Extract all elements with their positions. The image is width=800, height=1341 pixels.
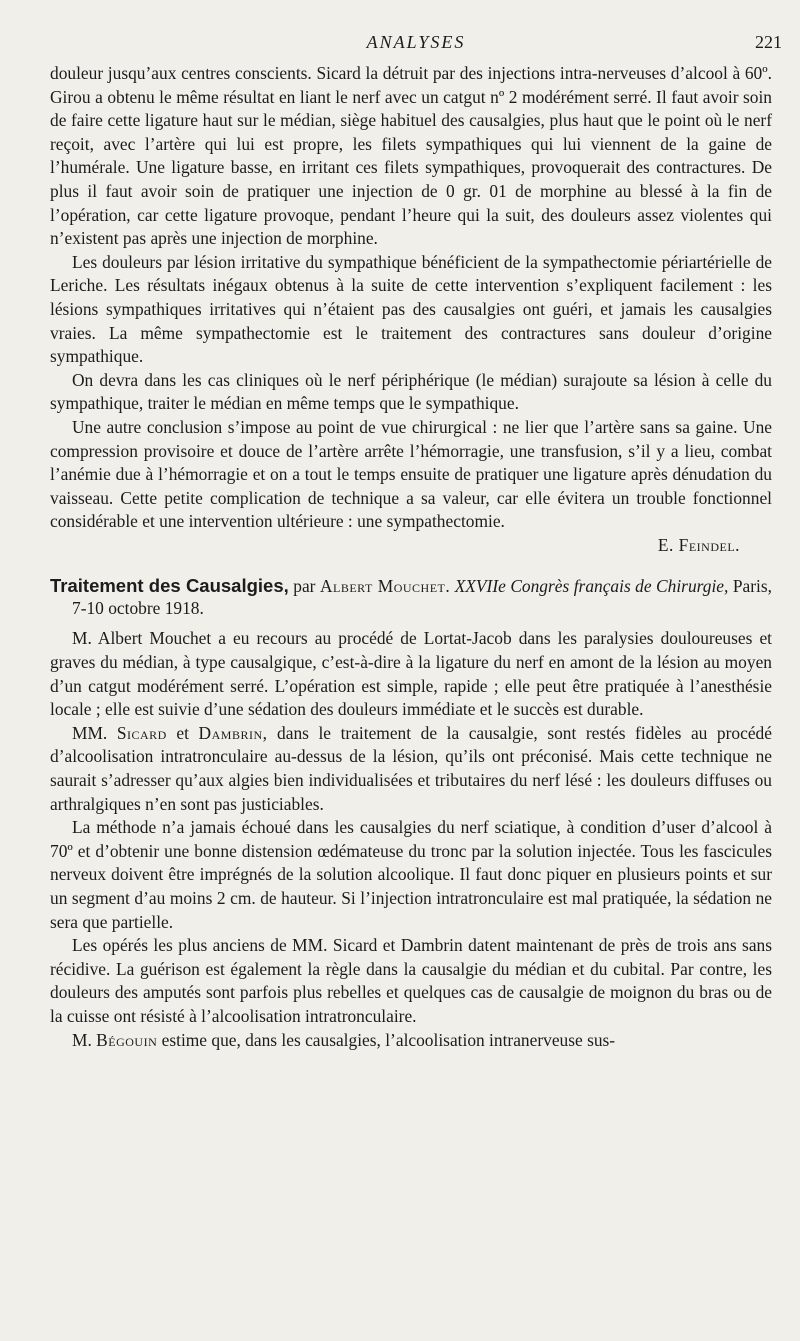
article-congress: XXVIIe Congrès français de Chirurgie, [454,576,729,597]
paragraph-sicard-dambrin [50,722,772,816]
paragraph-method: La méthode n’a jamais échoué dans les causalgies du nerf sciatique, à condition d’user d’alcool à 70º et d’obtenir une bonne distension œdémateuse du tronc par la solution injectée. Tous les fascicules nerveux doivent être imprégnés de la solution alcoolique. Il faut donc piquer en plusieurs points et sur un segment d’au moins 2 cm. de hauteur. Si l’injection intratronculaire est mal pratiquée, la sédation ne sera que partielle. [50,817,772,932]
article-place-date: Paris, 7-10 octobre 1918. [72,576,772,619]
paragraph-surgical-conclusion: Une autre conclusion s’impose au point de vue chirurgical : ne lier que l’artère sans sa gaine. Une compression provisoire et douce de l’artère arrête l’hémorragie, une transfusion, s’il y a lieu, combat l’anémie due à l’hémorragie et on a tout le temps ensuite de pratiquer une ligature après dénudation du vaisseau. Cette petite complication de technique a sa valeur, car elle évitera un trouble fonctionnel considérable et une intervention ultérieure : une sympathectomie. [50,416,772,532]
paragraph-results: Les opérés les plus anciens de MM. Sicard et Dambrin datent maintenant de près de trois ans sans récidive. La guérison est également la règle dans la causalgie du médian et du cubital. Par contre, les douleurs des amputés sont parfois plus rebelles et quelques cas de causalgie de moignon du bras ou de la cuisse ont résisté à l’alcoolisation intratronculaire. [50,935,772,1026]
paragraph-clinical-cases: On devra dans les cas cliniques où le nerf périphérique (le médian) surajoute sa lésion à celle du sympathique, traiter le médian en même temps que le sympathique. [50,369,772,414]
paragraph-mouchet: M. Albert Mouchet a eu recours au procédé de Lortat-Jacob dans les paralysies douloureuses et graves du médian, à type causalgique, c’est-à-dire à la ligature du nerf en amont de la lésion au moyen d’un catgut modérément serré. L’opération est simple, rapide ; elle peut être pratiquée à l’anesthésie locale ; elle est suivie d’une sédation des douleurs immédiate et le succès est durable. [50,628,772,720]
running-title: ANALYSES [366,32,466,52]
article-author: Albert Mouchet. [319,576,451,597]
author-signature: E. Feindel. [657,534,740,555]
article-heading [50,575,772,619]
paragraph-sympathectomy: Les douleurs par lésion irritative du sympathique bénéficient de la sympathectomie périartérielle de Leriche. Les résultats inégaux obtenus à la suite de cette intervention s’expliquent facilement : les lésions sympathiques irritatives qui n’étaient pas des causalgies ont guéri, et jamais les causalgies vraies. La même sympathectomie est le traitement des contractures sans douleur d’origine sympathique. [50,251,772,367]
p5-text: estime que, dans les causalgies, l’alcoolisation intranerveuse sus- [161,1029,616,1050]
p2-name-dambrin: Dambrin, [198,722,268,743]
article-title: Traitement des Causalgies, [50,575,289,597]
article-by: par [293,576,316,597]
page-body [50,62,772,1052]
paragraph-begouin [50,1029,772,1053]
paragraph-continued: douleur jusqu’aux centres conscients. Sicard la détruit par des injections intra-nerveuses d’alcool à 60º. Girou a obtenu le même résultat en liant le nerf avec un catgut nº 2 modérément serré. Il faut avoir soin de faire cette ligature haut sur le médian, siège habituel des causalgies, plus haut que le point où le nerf reçoit, avec l’artère qui lui est propre, les filets sympathiques qui lui viennent de la gaine de l’humérale. Une ligature basse, en irritant ces filets sympathiques, provoquerait des contractures. De plus il faut avoir soin de pratiquer une injection de 0 gr. 01 de morphine au blessé à la fin de l’opération, car cette ligature provoque, pendant l’heure qui la suit, des douleurs assez violentes qui n’existent pas après une injection de morphine. [50,63,772,249]
p2-prefix: MM. [72,722,108,743]
p2-text: dans le traitement de la causalgie, sont restés fidèles au procédé d’alcoolisation intratronculaire au-dessus de la lésion, qu’ils ont préconisé. Mais cette technique ne saurait s’adresser qu’aux algies bien individualisées et tributaires du nerf lésé : les douleurs diffuses ou arthralgiques n’en sont pas justiciables. [50,722,772,814]
p2-and: et [176,722,189,743]
page-header [50,30,782,56]
p5-prefix: M. [72,1029,92,1050]
p2-name-sicard: Sicard [116,722,167,743]
p5-name-begouin: Bégouin [96,1029,158,1050]
page-number: 221 [755,32,782,52]
